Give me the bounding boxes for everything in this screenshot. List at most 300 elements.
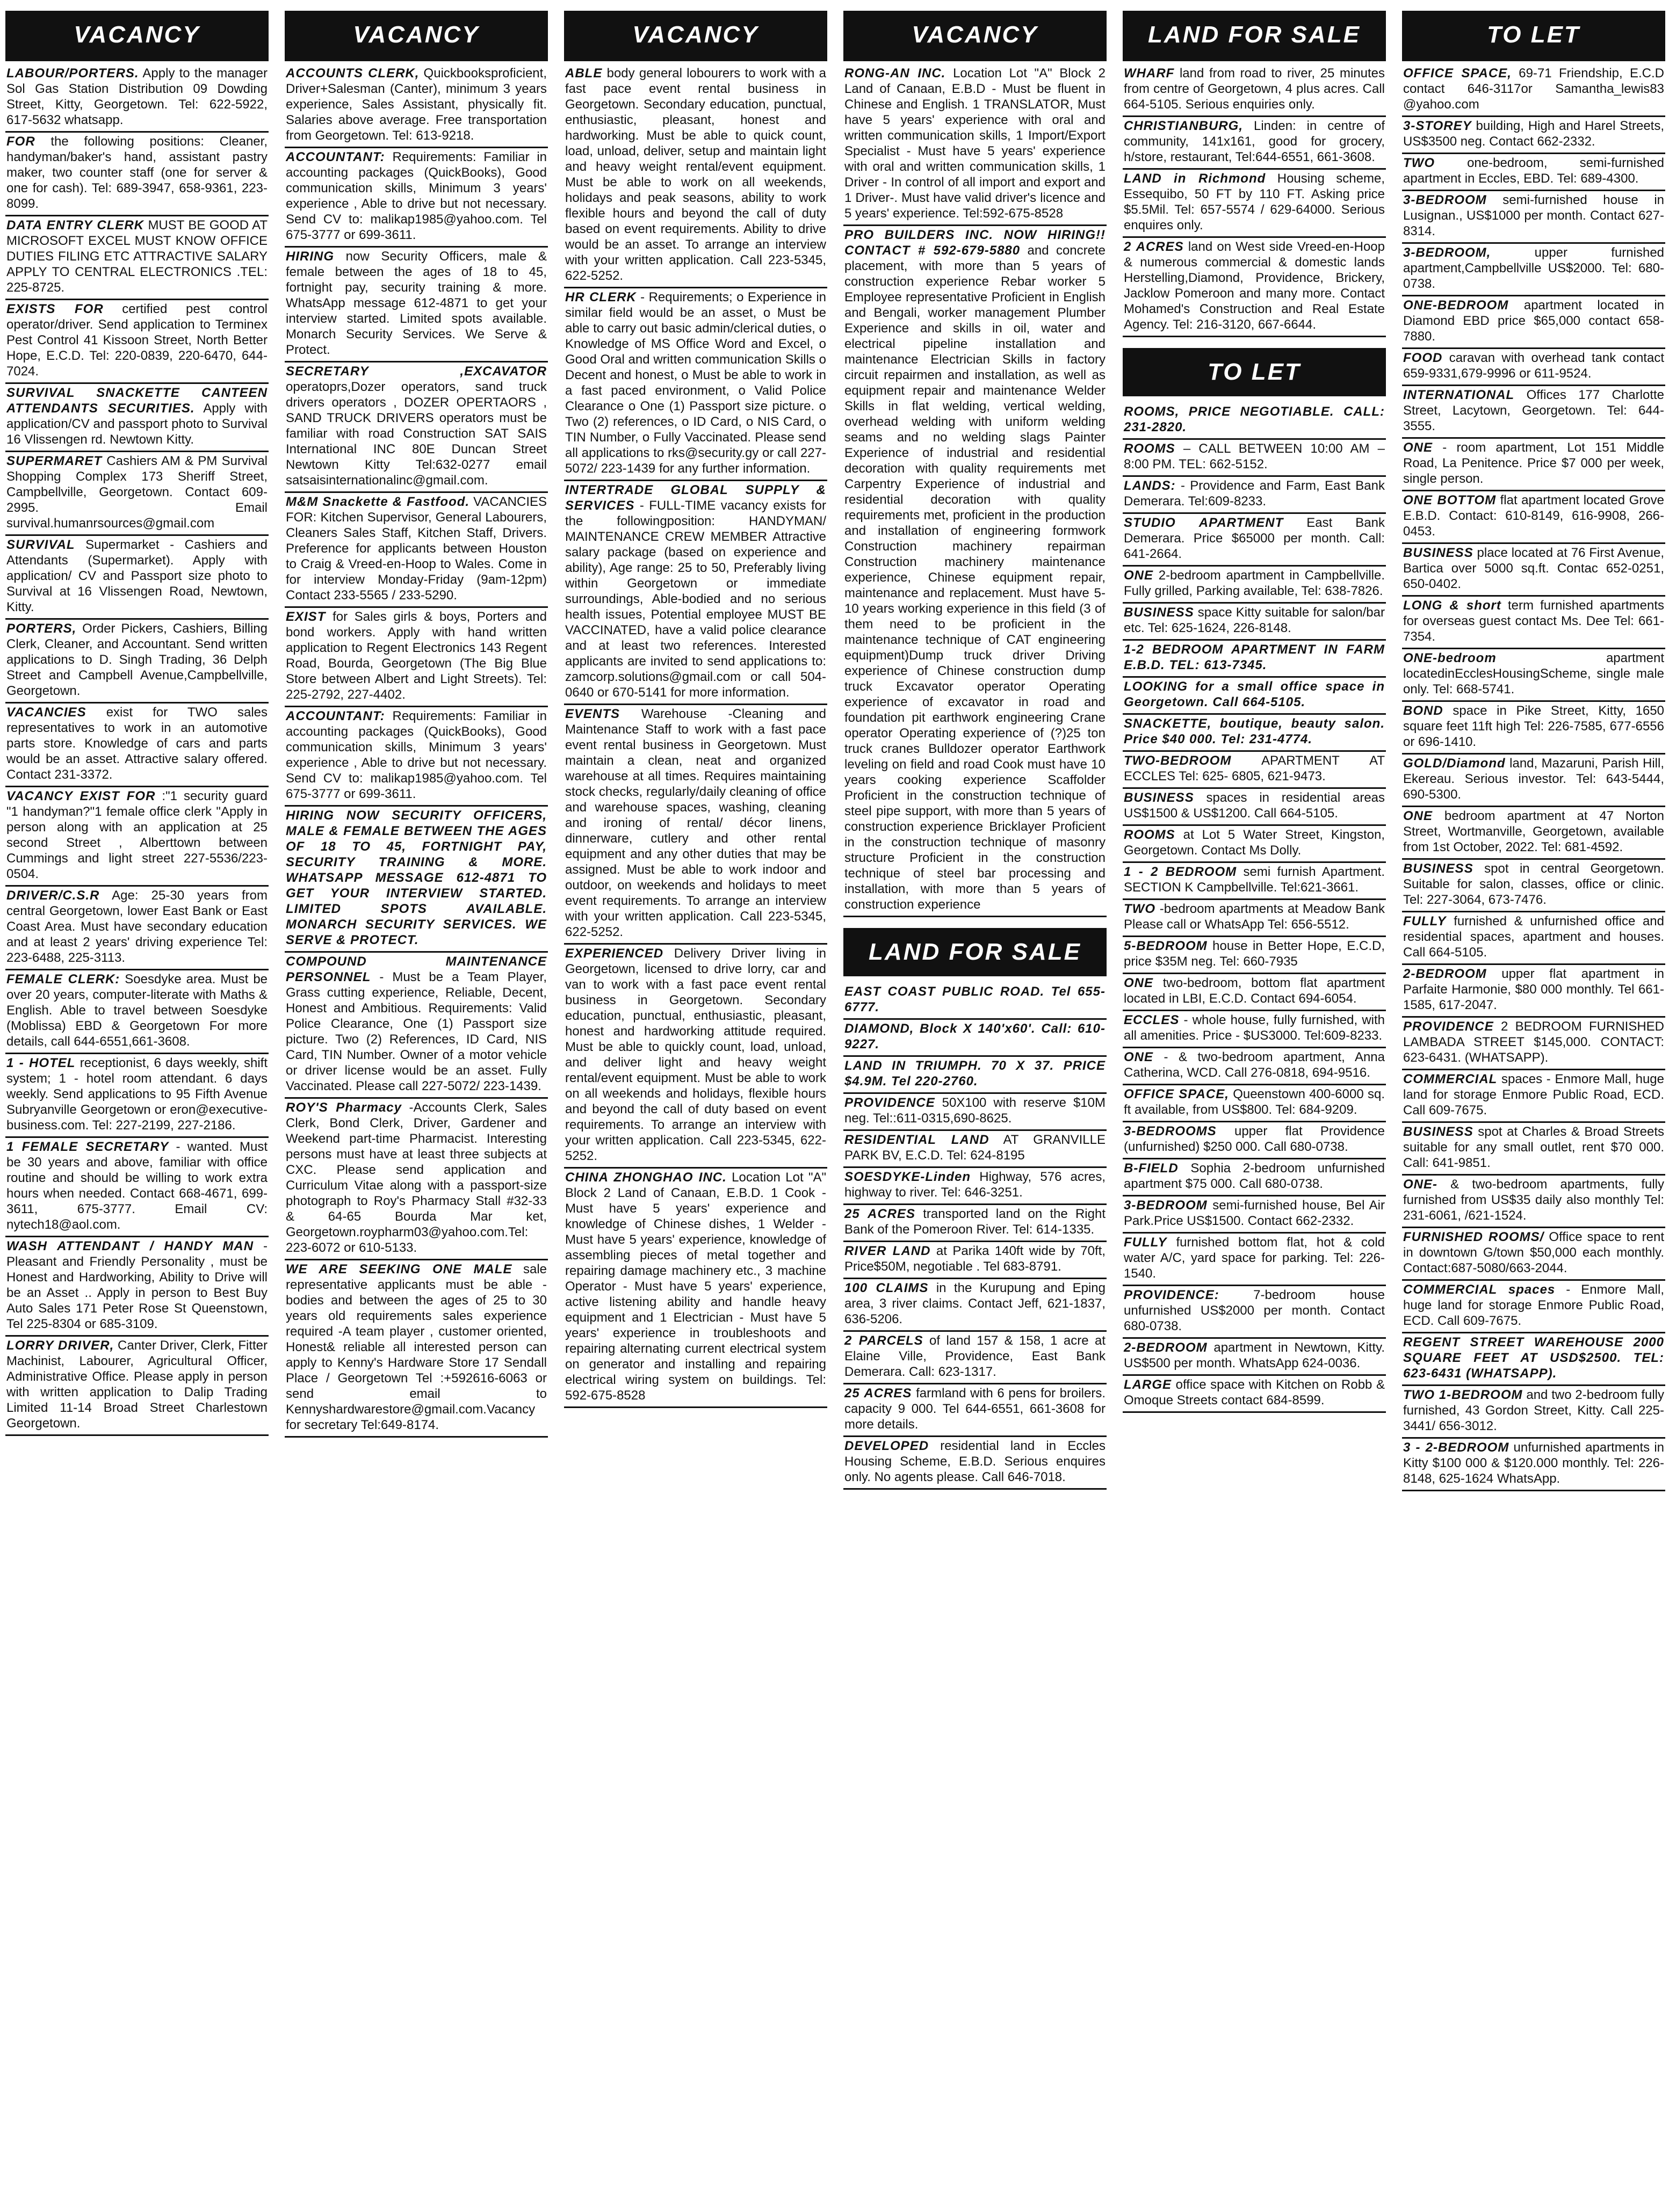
ad-title: VACANCY EXIST FOR (6, 789, 156, 803)
classified-ad (1123, 64, 1386, 117)
ad-title: FULLY (1403, 914, 1447, 929)
ad-body: furnished & unfurnished office and residential spaces, apartment and houses. Call 664-5105. (1403, 914, 1665, 960)
ad-title: DEVELOPED (844, 1439, 929, 1453)
ad-body: two-bedroom, bottom flat apartment located in LBI, E.C.D. Contact 694-6054. (1124, 976, 1385, 1006)
ad-title: ACCOUNTS CLERK, (286, 66, 420, 81)
ad-body: exist for TWO sales representatives to work in an automotive parts store. Knowledge of cars and parts would be an asset. Attractive salary offered. Contact 231-3372. (6, 705, 268, 782)
classified-ad (1402, 912, 1665, 965)
classified-ad (285, 64, 548, 148)
divider (843, 59, 1107, 61)
classified-ad (285, 1260, 548, 1438)
ad-title: REGENT STREET WAREHOUSE 2000 SQUARE FEET AT USD$2500. TEL: 623-6431 (WHATSAPP). (1403, 1335, 1664, 1381)
ad-body: at Lot 5 Water Street, Kingston, Georgetown. Contact Ms Dolly. (1124, 828, 1385, 858)
ad-title: HIRING (286, 249, 334, 264)
classified-ad (1402, 544, 1665, 597)
ad-body: spot in central Georgetown. Suitable for salon, classes, office or clinic. Tel: 227-3064, 673-7476. (1403, 861, 1664, 907)
column-6 (1402, 0, 1665, 2212)
ad-title: BUSINESS (1124, 605, 1194, 620)
ad-body: receptionist, 6 days weekly, shift system; 1 - hotel room attendant. 6 days weekly. Send applications to 95 Fifth Avenue Subryanville Georgetown or eron@executive-business.com. Tel: 227-2199, 227-2186. (6, 1056, 268, 1133)
classified-ad (1123, 789, 1386, 826)
ad-title: 3-BEDROOM (1403, 193, 1487, 207)
ad-title: INTERNATIONAL (1403, 388, 1515, 402)
ad-title: ABLE (565, 66, 603, 81)
ad-body: operatoprs,Dozer operators, sand truck drivers operators , DOZER OPERTAORS , SAND TRUCK DRIVERS operators must be familiar with road Construction SAT SAIS International INC 80E Duncan Street Newtown Kitty Tel:632-0277 email satsaisinternationalinc@gmail.com. (286, 380, 547, 488)
column-2 (285, 0, 548, 2212)
classified-ad (5, 300, 269, 384)
ad-body: space Kitty suitable for salon/bar etc. Tel: 625-1624, 226-8148. (1124, 605, 1385, 635)
classified-ad (1402, 860, 1665, 912)
ad-body: Delivery Driver living in Georgetown, licensed to drive lorry, car and van to work with a fast pace event rental business in Georgetown. Secondary education, punctual, enthusiastic, pleasant, honest and hardworking attitude required. Must be able to quickly count, load, unload, and deliver light and heavy weight rental/event equipment. Must be able to work on all weekends and holidays, flexible hours and beyond the call of duty based on event requirements. To arrange an interview with your written application. Call 223-5345, 622-5252. (565, 946, 826, 1163)
ad-title: SURVIVAL SNACKETTE CANTEEN ATTENDANTS SECURITIES. (6, 386, 268, 416)
ad-body: East Bank Demerara. Price $65000 per month. Call: 641-2664. (1124, 516, 1385, 561)
ad-title: TWO 1-BEDROOM (1403, 1388, 1523, 1402)
ad-body: - whole house, fully furnished, with all amenities. Price - $US3000. Tel:609-8233. (1124, 1013, 1385, 1043)
ad-title: VACANCIES (6, 705, 86, 720)
classified-ad (5, 64, 269, 133)
ad-title: RIVER LAND (844, 1244, 931, 1258)
ad-title: TWO-BEDROOM (1124, 753, 1232, 768)
ad-title: STUDIO APARTMENT (1124, 516, 1284, 530)
divider (564, 59, 827, 61)
ad-body: one-bedroom, semi-furnished apartment in Eccles, EBD. Tel: 689-4300. (1403, 156, 1664, 186)
ad-title: FURNISHED ROOMS/ (1403, 1230, 1544, 1244)
ad-body: Housing scheme, Essequibo, 50 FT by 110 FT. Asking price $5.5Mil. Tel: 657-5574 / 629-64000. Serious enquires only. (1124, 171, 1385, 233)
ad-body: - FULL-TIME vacancy exists for the followingposition: HANDYMAN/ MAINTENANCE CREW MEMBER Attractive salary package (based on experience and ability), Age range: 25 to 50, Preferably living within Georgetown or immediate surroundings, Able-bodied and no serious health issues, Potential employee MUST BE VACCINATED, have a valid police clearance and at least two references. Interested applicants are invited to send applications to: zamcorp.solutions@gmail.com or call 504-0640 or 670-5141 for more information. (565, 498, 826, 700)
ad-title: EVENTS (565, 707, 620, 721)
column-header: VACANCY (843, 11, 1107, 59)
classified-ad (5, 384, 269, 452)
classified-ad (285, 362, 548, 493)
classified-ad (5, 704, 269, 787)
ad-title: SNACKETTE, boutique, beauty salon. Price $40 000. Tel: 231-4774. (1124, 716, 1385, 746)
ad-body: MUST BE GOOD AT MICROSOFT EXCEL MUST KNOW OFFICE DUTIES FILING ETC ATTRACTIVE SALARY APPLY TO CENTRAL ELECTRONICS .TEL: 225-8725. (6, 218, 268, 295)
ad-title: FEMALE CLERK: (6, 972, 120, 987)
ad-body: VACANCIES FOR: Kitchen Supervisor, General Labourers, Cleaners Sales Staff, Kitchen Staff, Drivers. Preference for applicants between Houston to Craig & Vreed-en-Hoop to Wales. Come in for interview Monday-Friday (9am-12pm) Contact 233-5565 / 233-5290. (286, 495, 547, 603)
classified-ad (1123, 863, 1386, 900)
ad-title: EXIST (286, 610, 326, 624)
classified-ad (843, 1279, 1107, 1332)
classified-ad (285, 608, 548, 707)
classified-ad (285, 493, 548, 608)
ad-body: Location Lot "A" Block 2 Land of Canaan, E.B.D. 1 Cook - Must have 5 years' experience and knowledge of Chinese dishes, 1 Welder - Must have 5 years' experience, knowledge of assembling pieces of metal together and repairing damage machinery etc., 3 machine Operator - Must have 5 years' experience, active listening ability and handle heavy equipment and 1 Electrician - Must have 5 years' experience in troubleshoots and repairing alternating current electrical system on generator and installing and repairing electrical wiring system on buildings. Tel: 592-675-8528 (565, 1170, 827, 1403)
ad-body: sale representative applicants must be able - bodies and between the ages of 25 to 30 years old requirements sales experience required -A team player , customer oriented, Honest& reliable all interested person can apply to Kenny's Hardware Store 17 Sendall Place / Georgetown Tel :+592616-6063 or send email to Kennyshardwarestore@gmail.com.Vacancy for secretary Tel:649-8174. (286, 1262, 547, 1432)
classified-ad (564, 945, 827, 1169)
ad-title: ONE- (1403, 1177, 1437, 1192)
ad-title: LAND IN TRIUMPH. 70 X 37. PRICE $4.9M. Tel 220-2760. (844, 1058, 1106, 1089)
classified-ad (564, 288, 827, 481)
ad-body: – CALL BETWEEN 10:00 AM – 8:00 PM. TEL: 662-5152. (1124, 441, 1385, 472)
ad-body: Apply with application/CV and passport photo to Survival 16 Vlissengen rd. Newtown Kitty. (6, 401, 268, 447)
classified-ad (1123, 238, 1386, 337)
ad-title: ROOMS (1124, 828, 1175, 842)
ad-body: Highway, 576 acres, highway to river. Tel: 646-3251. (844, 1170, 1106, 1200)
classified-ad (1123, 1159, 1386, 1196)
classified-ad (1402, 649, 1665, 702)
divider (1123, 59, 1386, 61)
classified-ad (1123, 937, 1386, 974)
ad-body: Office space to rent in downtown G/town $50,000 each monthly. Contact:687-5080/663-2044. (1403, 1230, 1664, 1275)
ad-title: B-FIELD (1124, 1161, 1179, 1176)
ad-title: FOOD (1403, 351, 1443, 365)
ad-body: Offices 177 Charlotte Street, Lacytown, Georgetown. Tel: 644-3555. (1403, 388, 1664, 433)
ad-title: SOESDYKE-Linden (844, 1170, 971, 1184)
ad-body: spaces in residential areas US$1500 & US$1200. Call 664-5105. (1124, 790, 1385, 821)
classified-ad (1123, 1085, 1386, 1122)
classified-ad (1123, 1196, 1386, 1234)
ad-body: the following positions: Cleaner, handyman/baker's hand, assistant pastry maker, two counter staff (one for server & one for cash). Tel: 689-3947, 658-9361, 223-8099. (6, 134, 268, 211)
ad-title: COMPOUND MAINTENANCE PERSONNEL (286, 954, 547, 984)
ad-body: and concrete placement, with more than 5 years of construction experience Rebar worker 5 Employee representative Proficient in English and Bengali, worker management Plumber Experience and skills in oil, water and electrical pipeline installation and maintenance Electrician Skills in factory circuit repairmen and installation, as well as equipment repair and maintenance Welder Skills in flat welding, vertical welding, overhead welding with uniform welding seams and no welding slags Painter Experience of industrial and residential decoration with quality requirements met Carpentry Experience of industrial and residential decoration with quality requirements met, proficient in the production and installation of engineering formwork Construction machinery repairman Construction machinery maintenance experience, Chinese equipment repair, maintenance and replacement. Must have 5-10 years working experience in this field (3 of them need to be proficient in the maintenance technique of CAT engineering equipment)Dump truck driver Driving experience of Chinese construction dump truck Excavator operator Operating experience of excavator in road and foundation pit earthwork engineering Crane operator Operating experience of (?)25 ton truck cranes Bulldozer operator Earthwork leveling on field and road Cook must have 10 years cooking experience Scaffolder Proficient in the construction technique of steel pipe support, with more than 5 years of construction experience Bricklayer Proficient in the construction technique of masonry structure Proficient in the construction technique of steel bar processing and installation, with more than 5 years of construction experience (844, 243, 1106, 912)
ad-title: TWO (1403, 156, 1435, 170)
ad-body: for Sales girls & boys, Porters and bond workers. Apply with hand written application to Regent Electronics 143 Regent Road, Bourda, Georgetown (The Big Blue Store between Albert and Light Streets). Tel: 225-2792, 227-4402. (286, 610, 547, 702)
ad-title: LAND in Richmond (1124, 171, 1266, 186)
ad-title: EAST COAST PUBLIC ROAD. Tel 655-6777. (844, 984, 1106, 1014)
classified-ad (285, 807, 548, 953)
column-header: TO LET (1402, 11, 1665, 59)
classified-ad (1402, 64, 1665, 117)
ad-body: office space with Kitchen on Robb & Omoque Streets contact 684-8599. (1124, 1377, 1385, 1408)
ad-title: 1 - 2 BEDROOM (1124, 865, 1237, 879)
ad-body: APARTMENT AT ECCLES Tel: 625- 6805, 621-9473. (1124, 753, 1385, 784)
ad-body: spot at Charles & Broad Streets suitable for any small outlet, rent $70 000. Call: 641-9851. (1403, 1125, 1665, 1170)
classified-ad (5, 216, 269, 300)
ad-title: LARGE (1124, 1377, 1172, 1392)
ad-title: ONE (1403, 809, 1433, 823)
ad-body: at Parika 140ft wide by 70ft, Price$50M, negotiable . Tel 683-8791. (844, 1244, 1106, 1274)
classified-ad (1123, 1122, 1386, 1159)
ad-title: BUSINESS (1403, 1125, 1473, 1139)
ad-body: building, High and Harel Streets, US$3500 neg. Contact 662-2332. (1403, 119, 1665, 149)
ad-body: bedroom apartment at 47 Norton Street, Wortmanville, Georgetown, available from 1st October, 2022. Tel: 681-4592. (1403, 809, 1664, 854)
ad-body: upper flat apartment in Parfaite Harmonie, $80 000 monthly. Tel 661-1585, 617-2047. (1403, 967, 1664, 1012)
classified-ad (1402, 349, 1665, 386)
ad-body: Apply to the manager Sol Gas Station Distribution 09 Dowding Street, Kitty, Georgetown. Tel: 622-5922, 617-5632 whatsapp. (6, 66, 268, 127)
classified-ad (1402, 244, 1665, 296)
classified-ad (1402, 597, 1665, 649)
ad-title: SUPERMARET (6, 454, 103, 468)
ad-body: Sophia 2-bedroom unfurnished apartment $75 000. Call 680-0738. (1124, 1161, 1385, 1191)
classified-ad (1402, 965, 1665, 1018)
ad-body: Warehouse -Cleaning and Maintenance Staff to work with a fast pace event rental business in Georgetown. Must maintain a clean, neat and organized warehouse at all times. Requires maintaining stock checks, regularly/daily cleaning of office and warehouse spaces, washing, cleaning and ironing of rental/ décor linens, dinnerware, cutlery and other rental equipment and any other duties that may be assigned. Must be able to work indoor and outdoor, on weekends and holidays to meet event requirements. To arrange an interview with your written application. Call 223-5345, 622-5252. (565, 707, 827, 939)
classified-ad (1402, 1018, 1665, 1070)
ad-title: WASH ATTENDANT / HANDY MAN (6, 1239, 254, 1253)
column-header: VACANCY (5, 11, 269, 59)
ad-body: term furnished apartments for overseas guest contact Ms. Dee Tel: 661-7354. (1403, 598, 1665, 644)
ad-body: - Must be a Team Player, Grass cutting experience, Reliable, Decent, Honest and Ambitious. Requirements: Valid Police Clearance, One (1) Passport size picture. Two (2) References, ID Card, NIS Card, TIN Number. Owner of a motor vehicle or driver license would be an asset. Fully Vaccinated. Please call 227-5072/ 223-1439. (286, 970, 547, 1093)
ad-body: and two 2-bedroom fully furnished, 43 Gordon Street, Kitty. Call 225- 3441/ 656-3012. (1403, 1388, 1664, 1433)
ad-body: Order Pickers, Cashiers, Billing Clerk, Cleaner, and Accountant. Send written applications to D. Singh Trading, 36 Delph Street and Campbell Avenue,Campbellville, Georgetown. (6, 621, 268, 698)
ad-body: space in Pike Street, Kitty, 1650 square feet 11ft high Tel: 226-7585, 677-6556 or 696-1410. (1403, 704, 1665, 749)
ad-title: 25 ACRES (844, 1207, 916, 1221)
ad-title: WHARF (1124, 66, 1175, 81)
ad-title: 3-BEDROOM (1124, 1198, 1208, 1213)
classified-ad (843, 1020, 1107, 1057)
ad-title: BUSINESS (1403, 546, 1473, 560)
ad-title: 2 PARCELS (844, 1333, 923, 1348)
classified-ad (1402, 1176, 1665, 1228)
ad-title: DIAMOND, Block X 140'x60'. Call: 610-9227. (844, 1021, 1106, 1051)
classified-ad (1402, 191, 1665, 244)
classified-ad (1123, 440, 1386, 477)
classified-ad (5, 787, 269, 887)
ad-body: place located at 76 First Avenue, Bartica over 5000 sq.ft. Contac 652-0251, 650-0402. (1403, 546, 1664, 591)
ad-body: upper flat Providence (unfurnished) $250 000. Call 680-0738. (1124, 1124, 1385, 1154)
ad-title: ONE-BEDROOM (1403, 298, 1509, 313)
classified-ad (564, 481, 827, 705)
ad-body: 69-71 Friendship, E.C.D contact 646-3117or Samantha_lewis83 @yahoo.com (1403, 66, 1664, 112)
classified-ad (1123, 567, 1386, 604)
classified-ad (285, 707, 548, 807)
classified-ad (1123, 1339, 1386, 1376)
classified-ad (843, 1332, 1107, 1384)
ad-body: - Providence and Farm, East Bank Demerara. Tel:609-8233. (1124, 478, 1385, 509)
ad-title: CHINA ZHONGHAO INC. (565, 1170, 727, 1185)
classified-ad (1123, 117, 1386, 170)
ad-title: SECRETARY ,EXCAVATOR (286, 364, 547, 379)
classified-ad (1402, 1439, 1665, 1491)
ad-title: 2 ACRES (1124, 240, 1184, 254)
ad-list (843, 64, 1107, 917)
ad-body: farmland with 6 pens for broilers. capacity 9 000. Tel 644-6551, 661-3608 for more details. (844, 1386, 1106, 1432)
ad-body: semi-furnished house, Bel Air Park.Price US$1500. Contact 662-2332. (1124, 1198, 1385, 1228)
ad-body: - Enmore Mall, huge land for storage Enmore Public Road, ECD. Call 609-7675. (1403, 1282, 1664, 1328)
ad-title: OFFICE SPACE, (1403, 66, 1512, 81)
classified-ad (1402, 1228, 1665, 1281)
ad-title: FOR (6, 134, 35, 149)
classified-ad (1402, 117, 1665, 154)
classified-ad (1402, 807, 1665, 860)
ad-body: flat apartment located Grove E.B.D. Contact: 610-8149, 616-9908, 266-0453. (1403, 493, 1664, 539)
ad-body: apartment located in Diamond EBD price $65,000 contact 658-7880. (1403, 298, 1665, 344)
ad-body: Requirements: Familiar in accounting packages (QuickBooks), Good communication skills, Minimum 3 years' experience , Able to drive but not necessary. Send CV to: malikap1985@yahoo.com. Tel 675-3777 or 699-3611. (286, 150, 547, 242)
ad-body: land on West side Vreed-en-Hoop & numerous commercial & domestic lands Herstelling,Diamond, Providence, Brickery, Jacklow Pomeroon and many more. Contact Mohamed's Construction and Real Estate Agency. Tel: 216-3120, 667-6644. (1124, 240, 1385, 332)
ad-body: & two-bedroom apartments, fully furnished from US$35 daily also monthly Tel: 231-6061, /621-1524. (1403, 1177, 1665, 1223)
classified-ad (5, 887, 269, 970)
classified-ad (1123, 1234, 1386, 1286)
classified-ad (1402, 1281, 1665, 1333)
ad-list (5, 64, 269, 1436)
classified-ad (285, 148, 548, 248)
ad-body: semi-furnished house in Lusignan., US$1000 per month. Contact 627-8314. (1403, 193, 1664, 238)
ad-title: RONG-AN INC. (844, 66, 946, 81)
ad-body: -bedroom apartments at Meadow Bank Please call or WhatsApp Tel: 656-5512. (1124, 902, 1385, 932)
ad-title: PORTERS, (6, 621, 77, 636)
classified-ad (843, 1242, 1107, 1279)
classified-ad (843, 64, 1107, 226)
section-header: TO LET (1123, 348, 1386, 396)
ad-body: residential land in Eccles Housing Scheme, E.B.D. Serious enquires only. No agents please. Call 646-7018. (844, 1439, 1106, 1484)
column-1 (5, 0, 269, 2212)
ad-body: AT GRANVILLE PARK BV, E.C.D. Tel: 624-8195 (844, 1133, 1106, 1163)
ad-title: DATA ENTRY CLERK (6, 218, 144, 233)
classified-ad (1402, 702, 1665, 755)
classified-ad (1123, 170, 1386, 238)
ad-title: LONG & short (1403, 598, 1501, 613)
ad-list (285, 64, 548, 1438)
ad-title: ROOMS (1124, 441, 1175, 456)
ad-title: ECCLES (1124, 1013, 1180, 1027)
ad-body: 7-bedroom house unfurnished US$2000 per month. Contact 680-0738. (1124, 1288, 1385, 1333)
ad-body: of land 157 & 158, 1 acre at Elaine Ville, Providence, East Bank Demerara. Call: 623-1317. (844, 1333, 1106, 1379)
classified-ad (1123, 1048, 1386, 1085)
classified-ad (1402, 154, 1665, 191)
ad-title: 3 - 2-BEDROOM (1403, 1440, 1509, 1455)
classified-ad (1402, 1123, 1665, 1176)
ad-title: 100 CLAIMS (844, 1281, 929, 1295)
ad-body: now Security Officers, male & female between the ages of 18 to 45, fortnight pay, security training & more. WhatsApp message 612-4871 to get your interview started. Limited spots available. Monarch Security Services. We Serve & Protect. (286, 249, 547, 357)
ad-body: 2-bedroom apartment in Campbellville. Fully grilled, Parking available, Tel: 638-7826. (1124, 568, 1385, 598)
ad-body: 50X100 with reserve $10M neg. Tel::611-0315,690-8625. (844, 1096, 1106, 1126)
ad-title: ONE BOTTOM (1403, 493, 1497, 507)
ad-title: 3-BEDROOMS (1124, 1124, 1217, 1138)
ad-title: 1 FEMALE SECRETARY (6, 1140, 169, 1154)
divider (5, 59, 269, 61)
column-header: LAND FOR SALE (1123, 11, 1386, 59)
ad-title: CHRISTIANBURG, (1124, 119, 1243, 133)
ad-title: LOOKING for a small office space in Georgetown. Call 664-5105. (1124, 679, 1385, 709)
ad-title: BOND (1403, 704, 1443, 718)
ad-title: ACCOUNTANT: (286, 709, 385, 723)
ad-title: M&M Snackette & Fastfood. (286, 495, 470, 509)
classified-ad (1123, 900, 1386, 937)
classified-ad (1402, 1070, 1665, 1123)
ad-body: caravan with overhead tank contact 659-9331,679-9996 or 611-9524. (1403, 351, 1664, 381)
ad-title: OFFICE SPACE, (1124, 1087, 1229, 1101)
classified-ad (1123, 477, 1386, 514)
ad-list (1123, 403, 1386, 1413)
ad-title: ONE (1403, 440, 1433, 455)
ad-title: LANDS: (1124, 478, 1176, 493)
ad-title: BUSINESS (1124, 790, 1194, 805)
ad-title: PROVIDENCE: (1124, 1288, 1219, 1302)
classified-ad (1402, 1333, 1665, 1386)
classified-ad (1402, 296, 1665, 349)
ad-title: TWO (1124, 902, 1155, 916)
classified-ad (843, 1205, 1107, 1242)
ad-title: EXPERIENCED (565, 946, 664, 961)
classified-ad (285, 248, 548, 362)
classified-ad (5, 1237, 269, 1337)
ad-list (1123, 64, 1386, 337)
ad-title: LORRY DRIVER, (6, 1338, 114, 1353)
ad-body: Age: 25-30 years from central Georgetown, lower East Bank or East Coast Area. Must have secondary education and at least 2 years' driving experience Tel: 223-6488, 225-3113. (6, 888, 268, 965)
ad-body: land from road to river, 25 minutes from centre of Georgetown, 4 plus acres. Call 664-5105. Serious enquiries only. (1124, 66, 1385, 112)
ad-title: INTERTRADE GLOBAL SUPPLY & SERVICES (565, 483, 826, 513)
ad-list (1402, 64, 1665, 1491)
ad-list (564, 64, 827, 1408)
ad-title: FULLY (1124, 1235, 1167, 1250)
classified-ad (1402, 1386, 1665, 1439)
ad-body: - room apartment, Lot 151 Middle Road, La Penitence. Price $7 000 per week, single person. (1403, 440, 1664, 486)
ad-body: - Requirements; o Experience in similar field would be an asset, o Must be able to carry out basic admin/clerical duties, o Knowledge of MS Office Word and Excel, o Good Oral and written communication Skills o Decent and honest, o Must be able to work in a fast paced environment, o Valid Police Clearance o One (1) Passport size picture. o Two (2) references, o ID Card, o NIS Card, o TIN Number, o Fully Vaccinated. Please send all applications to rks@security.gy or call 227-5072/ 223-1439 for any further information. (565, 290, 826, 476)
classified-ad (1402, 439, 1665, 491)
ad-title: GOLD/Diamond (1403, 756, 1506, 771)
classified-ad (1123, 403, 1386, 440)
divider (1402, 59, 1665, 61)
ad-title: ONE (1124, 976, 1154, 990)
classified-ad (843, 1057, 1107, 1094)
column-3 (564, 0, 827, 2212)
ad-title: 1-2 BEDROOM APARTMENT IN FARM E.B.D. TEL: 613-7345. (1124, 642, 1385, 672)
ad-title: RESIDENTIAL LAND (844, 1133, 989, 1147)
ad-title: 2-BEDROOM (1403, 967, 1487, 981)
ad-body: apartment in Newtown, Kitty. US$500 per month. WhatsApp 624-0036. (1124, 1340, 1385, 1370)
ad-title: SURVIVAL (6, 538, 75, 552)
column-4 (843, 0, 1107, 2212)
classified-ad (1123, 641, 1386, 678)
classified-ad (285, 1099, 548, 1260)
divider (285, 59, 548, 61)
ad-title: DRIVER/C.S.R (6, 888, 100, 903)
ad-title: 1 - HOTEL (6, 1056, 76, 1070)
ad-title: LABOUR/PORTERS. (6, 66, 139, 81)
classified-ad (1123, 974, 1386, 1011)
ad-title: 2-BEDROOM (1124, 1340, 1208, 1355)
column-header: VACANCY (285, 11, 548, 59)
classified-ad (1123, 826, 1386, 863)
ad-body: apartment locatedinEcclesHousingScheme, single male only. Tel: 668-5741. (1403, 651, 1664, 697)
ad-body: land, Mazaruni, Parish Hill, Ekereau. Serious investor. Tel: 643-5444, 690-5300. (1403, 756, 1664, 802)
classified-ad (1123, 514, 1386, 567)
classified-ad (1123, 752, 1386, 789)
classified-ad (843, 1131, 1107, 1168)
ad-title: 3-BEDROOM, (1403, 245, 1491, 260)
ad-title: ONE (1124, 1050, 1154, 1064)
ad-body: Location Lot "A" Block 2 Land of Canaan, E.B.D - Must be fluent in Chinese and English. 1 TRANSLATOR, Must have 5 years' experience with oral and written communication skills, 1 Import/Export Specialist - Must have 5 years' experience with oral and written communication skills, 1 Driver - In control of all import and export and 1 Driver-. Must have valid driver's licence and 5 years' experience. Tel:592-675-8528 (844, 66, 1106, 221)
ad-title: PROVIDENCE (1403, 1019, 1494, 1034)
ad-title: ROY'S Pharmacy (286, 1100, 402, 1115)
classified-ad (1123, 678, 1386, 715)
ad-body: Linden: in centre of community, 141x161, good for grocery, h/store, restaurant, Tel:644-6551, 661-3608. (1124, 119, 1385, 164)
classified-ad (5, 1138, 269, 1237)
ad-title: 5-BEDROOM (1124, 939, 1208, 953)
classified-ad (564, 705, 827, 945)
ad-body: transported land on the Right Bank of the Pomeroon River. Tel: 614-1335. (844, 1207, 1106, 1237)
ad-body: - wanted. Must be 30 years and above, familiar with office routine and should be willing to work extra hours when needed. Contact 668-4671, 699-3611, 675-3777. Email CV: nytech18@aol.com. (6, 1140, 268, 1232)
ad-title: HIRING NOW SECURITY OFFICERS, MALE & FEMALE BETWEEN THE AGES OF 18 TO 45, FORTNIGHT PAY, SECURITY TRAINING & MORE. WHATSAPP MESSAGE 612-4871 TO GET YOUR INTERVIEW STARTED. LIMITED SPOTS AVAILABLE. MONARCH SECURITY SERVICES. WE SERVE & PROTECT. (286, 808, 547, 947)
classified-ad (1402, 386, 1665, 439)
classified-ad (5, 1337, 269, 1436)
ad-body: Canter Driver, Clerk, Fitter Machinist, Labourer, Agricultural Officer, Administrative Office. Please apply in person with written application to Dalip Trading Limited 11-14 Broad Street Charlestown Georgetown. (6, 1338, 268, 1431)
ad-body: Supermarket - Cashiers and Attendants (Supermarket). Apply with application/ CV and Passport size photo to Survival at 16 Vlissengen Road, Newtown, Kitty. (6, 538, 268, 614)
column-5 (1123, 0, 1386, 2212)
ad-body: :"1 security guard "1 handyman?"1 female office clerk "Apply in person along with an application at 25 second Street , Alberttown between Cummings and light street 227-5536/223-0504. (6, 789, 268, 881)
ad-list (843, 983, 1107, 1490)
ad-title: 25 ACRES (844, 1386, 912, 1401)
classified-ad (1402, 755, 1665, 807)
classified-ad (564, 64, 827, 288)
classified-ad (843, 226, 1107, 917)
ad-body: certified pest control operator/driver. Send application to Terminex Pest Control 41 Kissoon Street, North Better Hope, E.C.D. Tel: 220-0839, 220-6470, 644-7024. (6, 302, 268, 379)
ad-body: unfurnished apartments in Kitty $100 000 & $120.000 monthly. Tel: 226-8148, 625-1624 WhatsApp. (1403, 1440, 1665, 1486)
classified-ad (5, 620, 269, 704)
ad-title: ACCOUNTANT: (286, 150, 385, 164)
ad-body: 2 BEDROOM FURNISHED LAMBADA STREET $145,000. CONTACT: 623-6431. (WHATSAPP). (1403, 1019, 1664, 1065)
classified-ad (843, 1094, 1107, 1131)
ad-title: WE ARE SEEKING ONE MALE (286, 1262, 512, 1277)
ad-body: spaces - Enmore Mall, huge land for storage Enmore Public Road, ECD. Call 609-7675. (1403, 1072, 1665, 1118)
classified-ad (1123, 1286, 1386, 1339)
ad-body: - Pleasant and Friendly Personality , must be Honest and Hardworking, Ability to Drive will be an Asset .. Apply in person to Best Buy Auto Sales 171 Peter Rose St Queenstown, Tel 225-8304 or 685-3109. (6, 1239, 268, 1331)
ad-body: -Accounts Clerk, Sales Clerk, Bond Clerk, Driver, Gardener and Weekend part-time Pharmacist. Interesting persons must have at least three subjects at CXC. Please send application and Curriculum Vitae along with a passport-size photograph to Roy's Pharmacy Stall #32-33 & 64-65 Bourda Mar ket, Georgetown.roypharm03@yahoo.com.Tel: 223-6072 or 610-5133. (286, 1100, 547, 1255)
ad-body: Queenstown 400-6000 sq. ft available, from US$800. Tel: 684-9209. (1124, 1087, 1385, 1117)
ad-title: COMMERCIAL (1403, 1072, 1498, 1086)
ad-title: BUSINESS (1403, 861, 1473, 876)
classified-ad (843, 1437, 1107, 1490)
ad-title: HR CLERK (565, 290, 637, 304)
ad-title: PRO BUILDERS INC. NOW HIRING!! CONTACT # 592-679-5880 (844, 228, 1106, 258)
ad-body: Cashiers AM & PM Survival Shopping Complex 173 Sheriff Street, Campbellville, Georgetown. Contact 609-2995. Email survival.humanrsources@gmail.com (6, 454, 268, 531)
